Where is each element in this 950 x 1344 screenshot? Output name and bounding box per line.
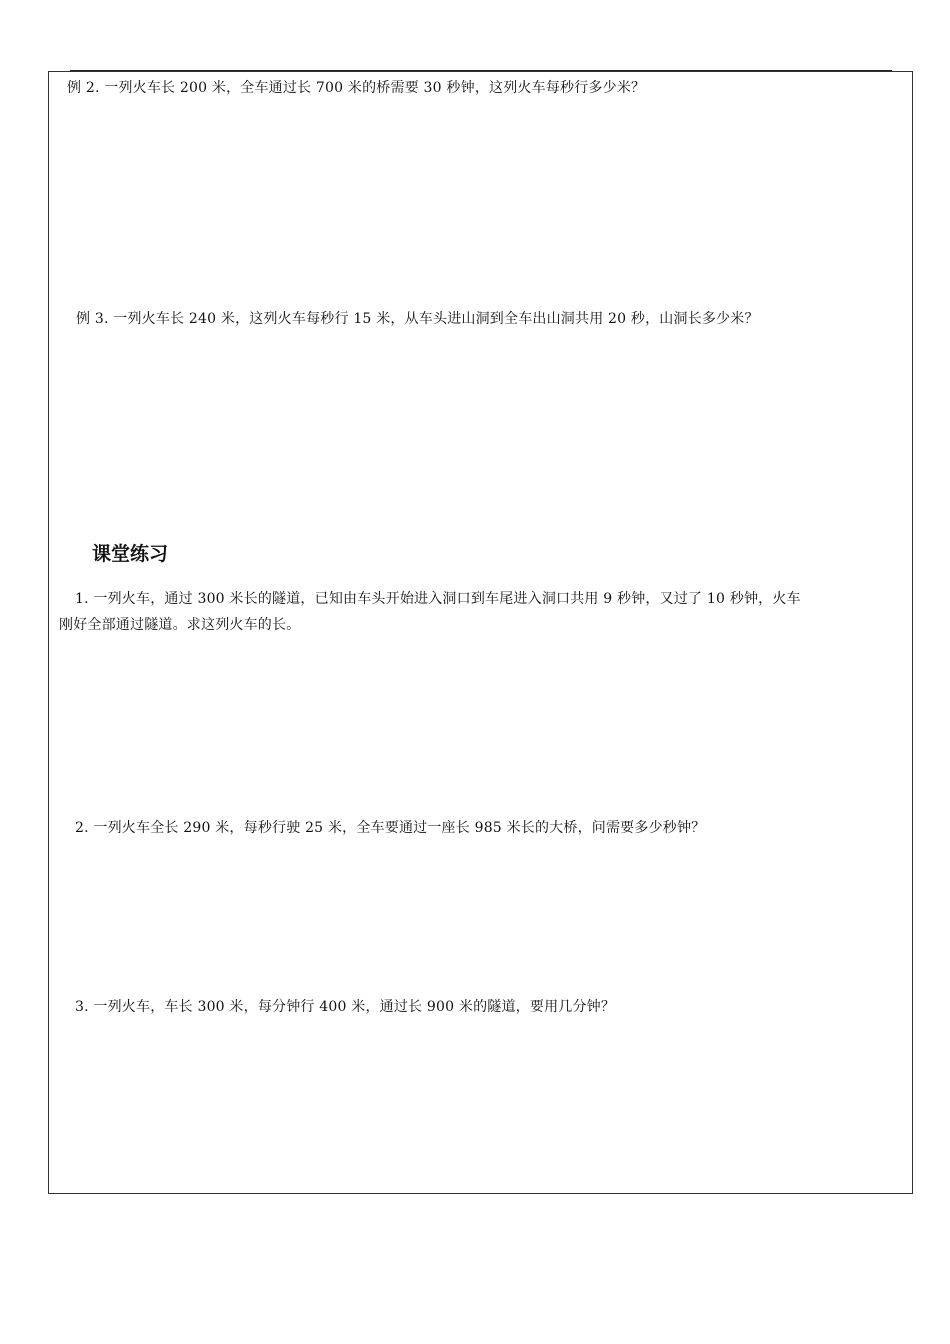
practice-question-3: 3. 一列火车，车长 300 米，每分钟行 400 米，通过长 900 米的隧道，要用几分钟？ <box>75 999 616 1015</box>
practice-question-1-line-1: 1. 一列火车，通过 300 米长的隧道，已知由车头开始进入洞口到车尾进入洞口共用 9 秒钟，又过了 10 秒钟，火车 <box>75 591 801 607</box>
practice-heading: 课堂练习 <box>92 543 169 565</box>
practice-question-2: 2. 一列火车全长 290 米，每秒行驶 25 米，全车要通过一座长 985 米长的大桥，问需要多少秒钟？ <box>75 820 706 836</box>
example-3-text: 例 3. 一列火车长 240 米，这列火车每秒行 15 米，从车头进山洞到全车出山洞共用 20 秒，山洞长多少米？ <box>76 311 759 327</box>
example-2-text: 例 2. 一列火车长 200 米，全车通过长 700 米的桥需要 30 秒钟，这列火车每秒行多少米？ <box>67 80 646 96</box>
practice-question-1-line-2: 刚好全部通过隧道。求这列火车的长。 <box>59 617 301 633</box>
